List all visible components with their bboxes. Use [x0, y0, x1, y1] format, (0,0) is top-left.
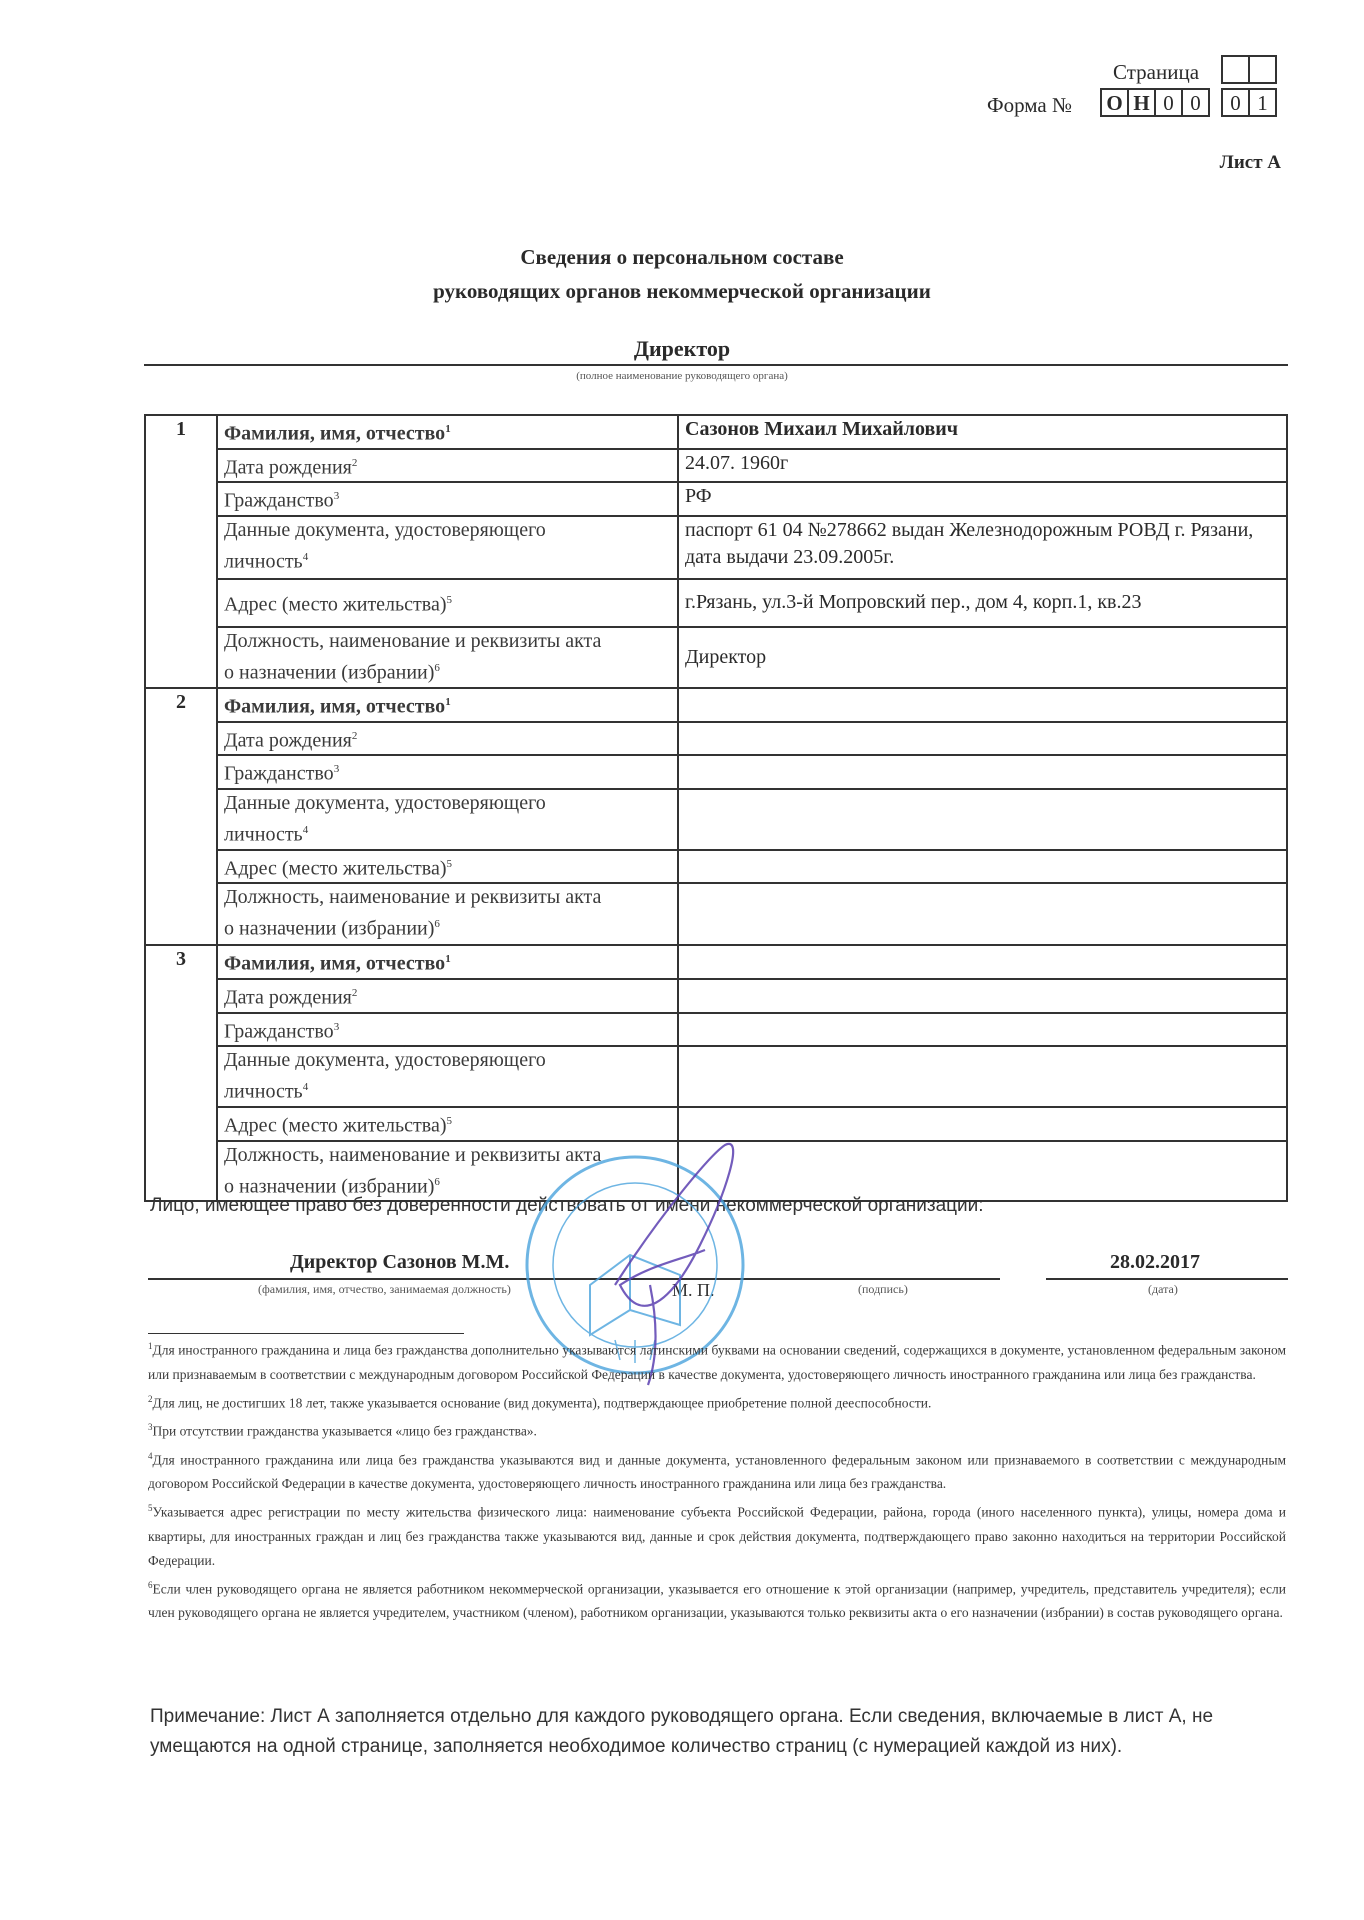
footnote-ref: 5 [446, 1114, 452, 1127]
footnote [148, 1387, 1286, 1416]
field-value[interactable]: 24.07. 1960г [678, 449, 1287, 483]
footnote-number: 1 [148, 1341, 153, 1351]
footnote-number: 3 [148, 1422, 153, 1432]
note-text: Примечание: Лист А заполняется отдельно для каждого руководящего органа. Если сведения, включаемые в лист А, не умещаются на одной странице, заполняется необходимое количество страниц (с нумерацией каждой из них). [150, 1706, 1214, 1757]
table-row [145, 1013, 1287, 1047]
footnote [148, 1444, 1286, 1497]
table-row [145, 1141, 1287, 1202]
field-label-line: Должность, наименование и реквизиты акта [224, 1143, 602, 1166]
footnotes [148, 1334, 1286, 1625]
field-value[interactable]: Директор [678, 627, 1287, 688]
authorized-person-label: Лицо, имеющее право без доверенности действовать от имени некоммерческой организации: [150, 1195, 984, 1216]
footnote-text: Если член руководящего органа не является работником некоммерческой организации, указывается его отношение к этой организации (например, учредитель, представитель учредителя); если член руководящего органа не является учредителем, участником (членом), работником организации, указываются только реквизиты акта о его назначении (избрании) в состав руководящего органа. [148, 1581, 1286, 1620]
footnote-ref: 6 [434, 918, 440, 931]
member-number: 3 [145, 945, 217, 1201]
field-label [217, 627, 678, 688]
field-label-text: о назначении (избрании) [224, 1175, 435, 1198]
field-value[interactable]: РФ [678, 482, 1287, 516]
field-value[interactable] [678, 850, 1287, 884]
member-number: 1 [145, 415, 217, 688]
form-number-box: 0 [1221, 88, 1250, 117]
field-label [217, 945, 678, 979]
field-label [217, 415, 678, 449]
date-caption: (дата) [1148, 1282, 1178, 1296]
footnote [148, 1334, 1286, 1387]
field-label-text: Фамилия, имя, отчество [224, 695, 446, 718]
table-row [145, 883, 1287, 945]
field-value[interactable] [678, 755, 1287, 789]
sheet-label: Лист А [1219, 152, 1281, 173]
footnote-ref: 2 [351, 729, 358, 742]
field-label-text: Дата рождения [224, 729, 352, 752]
field-label-line: Должность, наименование и реквизиты акта [224, 629, 602, 652]
signature-caption: (подпись) [858, 1282, 908, 1296]
field-label-text: Фамилия, имя, отчество [224, 422, 446, 445]
form-number-box: О [1100, 88, 1129, 117]
field-label-text: личность [224, 1080, 303, 1103]
field-label-text: Фамилия, имя, отчество [224, 952, 446, 975]
footnote-text: Для иностранного гражданина или лица без гражданства указываются вид и данные документа, установленного федеральным законом или признаваемого в соответствии с международным договором Российской Федерации в качестве документа, удостоверяющего личность иностранного гражданина или лица без гражданства. [148, 1452, 1286, 1491]
footnote-ref: 3 [333, 763, 340, 776]
governing-body-name: Директор [633, 336, 731, 361]
table-row [145, 850, 1287, 884]
footnote-ref: 3 [333, 1020, 340, 1033]
field-label-text: Дата рождения [224, 456, 352, 479]
document-title-line1: Сведения о персональном составе [520, 245, 844, 269]
signatory-underline [148, 1278, 1000, 1280]
field-value[interactable] [678, 722, 1287, 756]
table-row [145, 449, 1287, 483]
footnote-text: Для лиц, не достигших 18 лет, также указывается основание (вид документа), подтверждающее приобретение полной дееспособности. [152, 1395, 932, 1410]
form-number-box: 0 [1154, 88, 1183, 117]
field-value[interactable] [678, 789, 1287, 850]
signature-date: 28.02.2017 [1110, 1251, 1200, 1273]
footnote-ref: 4 [302, 550, 309, 563]
table-row [145, 688, 1287, 722]
footnote-number: 2 [148, 1393, 153, 1404]
footnote-ref: 1 [445, 695, 451, 708]
field-label-text: о назначении (избрании) [224, 917, 435, 940]
field-label [217, 979, 678, 1013]
footnote-number: 5 [148, 1503, 153, 1513]
field-label [217, 482, 678, 516]
governing-body-caption: (полное наименование руководящего органа) [576, 370, 788, 382]
field-label [217, 579, 678, 627]
footnote-ref: 4 [302, 823, 309, 836]
field-label-text: о назначении (избрании) [224, 661, 435, 684]
signatory-caption: (фамилия, имя, отчество, занимаемая должность) [258, 1282, 511, 1296]
field-label-text: личность [224, 550, 303, 573]
table-row [145, 415, 1287, 449]
footnote-ref: 2 [351, 986, 358, 999]
field-value[interactable] [678, 1107, 1287, 1141]
table-row [145, 1107, 1287, 1141]
table-row [145, 755, 1287, 789]
page-label: Страница [1113, 60, 1200, 84]
table-row [145, 722, 1287, 756]
field-label [217, 1107, 678, 1141]
footnote-number: 4 [148, 1450, 153, 1461]
table-row [145, 627, 1287, 688]
field-label-text: Адрес (место жительства) [224, 857, 447, 880]
field-value[interactable]: Сазонов Михаил Михайлович [678, 415, 1287, 449]
table-row [145, 979, 1287, 1013]
table-row [145, 945, 1287, 979]
field-label [217, 755, 678, 789]
field-label-text: Гражданство [224, 762, 334, 785]
table-row [145, 789, 1287, 850]
footnote-number: 6 [148, 1579, 153, 1590]
governing-body-underline [144, 364, 1288, 366]
table-row [145, 482, 1287, 516]
members-table [144, 414, 1288, 1202]
field-value[interactable] [678, 979, 1287, 1013]
form-number-box: 0 [1181, 88, 1210, 117]
field-label-text: Гражданство [224, 1020, 334, 1043]
field-label-line: Должность, наименование и реквизиты акта [224, 886, 602, 909]
date-underline [1046, 1278, 1288, 1280]
table-row [145, 579, 1287, 627]
footnote-ref: 3 [333, 490, 340, 503]
seal-label: М. П. [672, 1280, 715, 1300]
form-label: Форма № [987, 93, 1073, 117]
field-label [217, 516, 678, 579]
footnote [148, 1573, 1286, 1626]
member-number: 2 [145, 688, 217, 945]
field-value[interactable] [678, 688, 1287, 722]
field-label [217, 850, 678, 884]
footnote-ref: 4 [302, 1081, 309, 1094]
form-number-box: Н [1127, 88, 1156, 117]
field-label [217, 722, 678, 756]
footnote-ref: 5 [446, 594, 452, 607]
page-number-box[interactable] [1221, 55, 1250, 84]
field-label-text: личность [224, 823, 303, 846]
footnote [148, 1415, 1286, 1444]
table-row [145, 1046, 1287, 1107]
field-label-text: Адрес (место жительства) [224, 593, 447, 616]
field-value[interactable] [678, 1046, 1287, 1107]
field-label [217, 883, 678, 945]
footnote-text: При отсутствии гражданства указывается «лицо без гражданства». [152, 1423, 537, 1439]
field-value[interactable] [678, 883, 1287, 945]
footnote-ref: 6 [434, 661, 440, 674]
field-label-line: Данные документа, удостоверяющего [224, 791, 546, 814]
document-title-line2: руководящих органов некоммерческой организации [433, 279, 931, 303]
field-label-text: Гражданство [224, 489, 334, 512]
footnote-text: Указывается адрес регистрации по месту жительства физического лица: наименование субъекта Российской Федерации, района, города (иного населенного пункта), улицы, номера дома и квартиры, для иностранных граждан и лиц без гражданства также указываются вид, данные и срок действия документа, подтверждающего право законно находиться на территории Российской Федерации. [148, 1504, 1286, 1568]
field-label [217, 449, 678, 483]
field-value[interactable] [678, 945, 1287, 979]
field-label-line: Данные документа, удостоверяющего [224, 518, 546, 541]
form-number-box: 1 [1248, 88, 1277, 117]
footnote-text: Для иностранного гражданина и лица без гражданства дополнительно указываются латинскими буквами на основании сведений, содержащихся в документе, установленном федеральным законом или признаваемым в соответствии с международным договором Российской Федерации в качестве документа, удостоверяющего личность иностранного гражданина или лица без гражданства. [148, 1342, 1286, 1382]
footnote-ref: 2 [351, 456, 358, 469]
footnote-ref: 1 [445, 423, 451, 435]
field-value[interactable]: паспорт 61 04 №278662 выдан Железнодорожным РОВД г. Рязани, дата выдачи 23.09.2005г. [678, 516, 1287, 579]
field-value[interactable] [678, 1141, 1287, 1202]
field-label [217, 1141, 678, 1202]
field-label [217, 789, 678, 850]
footnote-ref: 6 [434, 1175, 440, 1188]
page-number-box[interactable] [1248, 55, 1277, 84]
field-label [217, 688, 678, 722]
field-label [217, 1013, 678, 1047]
field-label [217, 1046, 678, 1107]
footnote-ref: 1 [445, 953, 451, 966]
footnote-ref: 5 [446, 857, 452, 870]
footnote [148, 1496, 1286, 1573]
table-row [145, 516, 1287, 579]
field-value[interactable]: г.Рязань, ул.3-й Мопровский пер., дом 4, корп.1, кв.23 [678, 579, 1287, 627]
signatory-name: Директор Сазонов М.М. [290, 1251, 510, 1273]
field-label-text: Дата рождения [224, 986, 352, 1009]
field-label-line: Данные документа, удостоверяющего [224, 1049, 546, 1072]
field-value[interactable] [678, 1013, 1287, 1047]
field-label-text: Адрес (место жительства) [224, 1114, 447, 1137]
